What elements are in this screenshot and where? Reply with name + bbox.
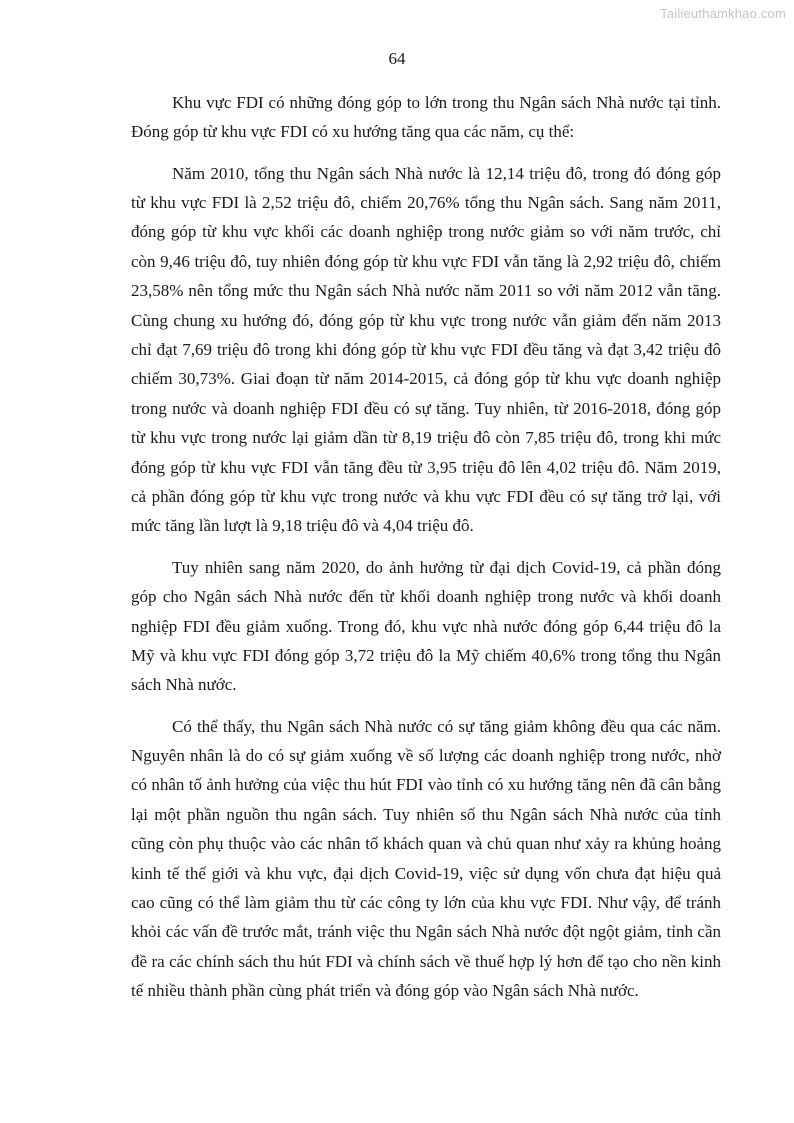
- page-number: 64: [388, 49, 406, 68]
- watermark-text: Tailieuthamkhao.com: [660, 6, 786, 21]
- document-body: [131, 88, 721, 1017]
- paragraph-2020: Tuy nhiên sang năm 2020, do ảnh hưởng từ đại dịch Covid-19, cả phần đóng góp cho Ngân sách Nhà nước đến từ khối doanh nghiệp trong nước và khối doanh nghiệp FDI đều giảm xuống. Trong đó, khu vực nhà nước đóng góp 6,44 triệu đô la Mỹ và khu vực FDI đóng góp 3,72 triệu đô la Mỹ chiếm 40,6% trong tổng thu Ngân sách Nhà nước.: [131, 557, 721, 695]
- paragraph-2010-2019: Năm 2010, tổng thu Ngân sách Nhà nước là 12,14 triệu đô, trong đó đóng góp từ khu vực FDI là 2,52 triệu đô, chiếm 20,76% tổng thu Ngân sách. Sang năm 2011, đóng góp từ khu vực khối các doanh nghiệp trong nước giảm so với năm trước, chỉ còn 9,46 triệu đô, tuy nhiên đóng góp từ khu vực FDI vẫn tăng là 2,92 triệu đô, chiếm 23,58% nên tổng mức thu Ngân sách Nhà nước năm 2011 so với năm 2012 vẫn tăng. Cùng chung xu hướng đó, đóng góp từ khu vực trong nước vẫn giảm đến năm 2013 chỉ đạt 7,69 triệu đô trong khi đóng góp từ khu vực FDI đều tăng và đạt 3,42 triệu đô chiếm 30,73%. Giai đoạn từ năm 2014-2015, cả đóng góp từ khu vực doanh nghiệp trong nước và doanh nghiệp FDI đều có sự tăng. Tuy nhiên, từ 2016-2018, đóng góp từ khu vực trong nước lại giảm dần từ 8,19 triệu đô còn 7,85 triệu đô, trong khi mức đóng góp từ khu vực FDI vẫn tăng đều từ 3,95 triệu đô lên 4,02 triệu đô. Năm 2019, cả phần đóng góp từ khu vực trong nước và khu vực FDI đều có sự tăng trở lại, với mức tăng lần lượt là 9,18 triệu đô và 4,04 triệu đô.: [131, 163, 721, 536]
- paragraph-intro: Khu vực FDI có những đóng góp to lớn trong thu Ngân sách Nhà nước tại tỉnh. Đóng góp từ khu vực FDI có xu hướng tăng qua các năm, cụ thể:: [131, 93, 721, 142]
- paragraph-conclusion: Có thể thấy, thu Ngân sách Nhà nước có sự tăng giảm không đều qua các năm. Nguyên nhân là do có sự giảm xuống về số lượng các doanh nghiệp trong nước, nhờ có nhân tố ảnh hưởng của việc thu hút FDI vào tỉnh có xu hướng tăng nên đã cân bằng lại một phần nguồn thu ngân sách. Tuy nhiên số thu Ngân sách Nhà nước của tỉnh cũng còn phụ thuộc vào các nhân tố khách quan và chủ quan như xảy ra khủng hoảng kinh tế thế giới và khu vực, đại dịch Covid-19, việc sử dụng vốn chưa đạt hiệu quả cao cũng có thể làm giảm thu từ các công ty lớn của khu vực FDI. Như vậy, để tránh khỏi các vấn đề trước mắt, tránh việc thu Ngân sách Nhà nước đột ngột giảm, tỉnh cần đề ra các chính sách thu hút FDI và chính sách về thuế hợp lý hơn để tạo cho nền kinh tế nhiều thành phần cùng phát triển và đóng góp vào Ngân sách Nhà nước.: [131, 716, 721, 1001]
